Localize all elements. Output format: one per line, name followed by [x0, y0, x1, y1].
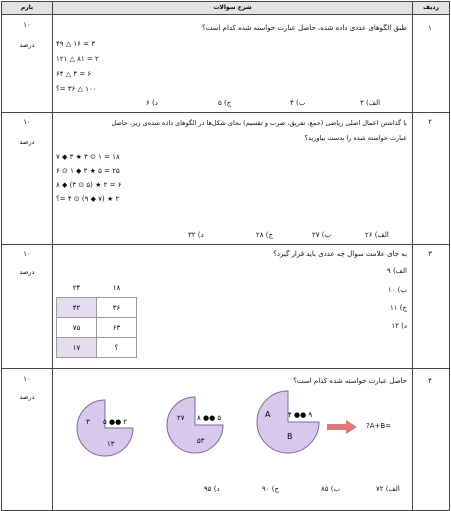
table-cell: ۳۶ — [97, 298, 137, 318]
pie-dots-label: ۸ ●● ۵ — [197, 414, 222, 422]
q1-option-a[interactable]: الف) ۳ — [360, 99, 381, 107]
q1-score-unit: درصد — [19, 41, 35, 49]
pie-left-label: A — [265, 410, 271, 419]
q4-pie-right — [250, 387, 326, 457]
header-row: ردیف — [413, 2, 449, 14]
q2-option-b[interactable]: ب) ۲۷ — [312, 231, 332, 239]
table-cell: ۱۷ — [57, 338, 97, 358]
q4-score-unit: درصد — [19, 393, 35, 401]
q2-pattern-line-1: ۷ ◆ ۳ ★ ۴ ⊙ ۱ = ۱۸ — [56, 153, 120, 161]
q1-score: ۱۰ — [23, 21, 31, 29]
q4-arrow-icon — [326, 419, 358, 435]
q4-pie-left — [70, 396, 140, 461]
q3-score-unit: درصد — [19, 268, 35, 276]
row-divider-1 — [1, 112, 450, 113]
q1-pattern-line-4: ۱۰۰ △ ۳۶ =؟ — [56, 85, 97, 93]
q2-question-text-1: با گذاشتن اعمال اصلی ریاضی (جمع، تفریق، ضرب و تقسیم) بجای شکل‌ها در الگوهای داده شده‌ی زیر، حاصل — [111, 119, 407, 127]
pie-left-label: ۳ — [86, 418, 90, 426]
header-score: بارم — [2, 2, 52, 14]
q1-option-c[interactable]: ج) ۵ — [218, 99, 232, 107]
q4-question-text: حاصل عبارت خواسته شده کدام است؟ — [293, 377, 407, 385]
pie-shape — [167, 397, 223, 453]
header-divider — [1, 14, 450, 15]
q2-pattern-line-4: ۲ ★ (۷ ◆ ۹) ⊙ ۴ =؟ — [56, 195, 120, 203]
q2-option-d[interactable]: د) ۳۲ — [188, 231, 204, 239]
table-cell: ۱۸ — [112, 283, 121, 292]
col-divider-score — [52, 1, 53, 511]
q2-number: ۲ — [428, 118, 432, 126]
col-divider-row — [412, 1, 413, 511]
table-cell: ۷۵ — [57, 318, 97, 338]
q4-pie-middle — [160, 393, 230, 458]
pie-dots-label: ۴ ●● ۹ — [288, 411, 313, 419]
pie-dots-label: ۵ ●● ۲ — [103, 418, 128, 426]
q1-option-b[interactable]: ب) ۴ — [290, 99, 306, 107]
q1-pattern-line-2: ۱۲۱ △ ۸۱ = ۲ — [56, 55, 99, 63]
pie-bottom-label: ۱۳ — [107, 440, 115, 448]
q3-option-b[interactable]: ب) ۱۰ — [387, 286, 407, 294]
table-row — [57, 278, 137, 298]
q2-option-c[interactable]: ج) ۲۸ — [256, 231, 274, 239]
q3-number: ۳ — [428, 250, 432, 258]
pie-bottom-label: ۵۳ — [197, 437, 205, 445]
q4-option-a[interactable]: الف) ۷۲ — [376, 485, 400, 493]
q2-pattern-line-2: ۶ ⊙ ۱ ◆ ۴ ★ ۵ = ۲۵ — [56, 167, 120, 175]
q3-question-text: به جای علامت سوال چه عددی باید قرار گیرد؟ — [273, 250, 407, 258]
q3-score: ۱۰ — [23, 250, 31, 258]
q2-score-unit: درصد — [19, 138, 35, 146]
q3-option-a[interactable]: الف) ۹ — [386, 267, 407, 275]
q1-question-text: طبق الگوهای عددی داده شده، حاصل عبارت خواسته شده کدام است؟ — [201, 24, 407, 32]
table-row — [57, 318, 137, 338]
q2-score: ۱۰ — [23, 118, 31, 126]
q4-formula: ?A+B= — [366, 422, 392, 430]
q3-option-d[interactable]: د) ۱۲ — [391, 322, 407, 330]
table-cell: ۲۴ — [72, 283, 81, 292]
arrow-shape — [327, 420, 357, 434]
q2-pattern-line-3: ۸ ◆ (۴ ⊙ ۵) ★ ۲ = ۶ — [56, 181, 122, 189]
q4-number: ۴ — [428, 377, 432, 385]
q3-number-table — [56, 278, 137, 358]
header-description: شرح سوالات — [53, 2, 412, 14]
q4-score: ۱۰ — [23, 375, 31, 383]
row-divider-3 — [1, 368, 450, 369]
table-row — [57, 338, 137, 358]
q1-option-d[interactable]: د) ۶ — [146, 99, 158, 107]
table-row — [57, 298, 137, 318]
pie-left-label: ۲۷ — [177, 414, 185, 422]
q3-option-c[interactable]: ج) ۱۱ — [389, 304, 407, 312]
q2-question-text-2: عبارت خواسته شده را بدست بیاورید؟ — [304, 134, 407, 142]
frame-right — [449, 1, 450, 511]
table-cell: ۴۲ — [57, 298, 97, 318]
q1-pattern-line-3: ۶۴ △ ۴ = ۶ — [56, 70, 92, 78]
row-divider-2 — [1, 244, 450, 245]
pie-bottom-label: B — [287, 432, 293, 441]
q1-pattern-line-1: ۴۹ △ ۱۶ = ۳ — [56, 40, 95, 48]
q4-option-d[interactable]: د) ۹۵ — [204, 485, 220, 493]
q4-option-b[interactable]: ب) ۸۵ — [321, 485, 341, 493]
table-cell: ۶۳ — [97, 318, 137, 338]
pie-shape — [77, 400, 133, 456]
pie-shape — [257, 391, 319, 453]
table-cell-question: ؟ — [97, 338, 137, 358]
q2-option-a[interactable]: الف) ۲۶ — [365, 231, 389, 239]
q4-option-c[interactable]: ج) ۹۰ — [262, 485, 280, 493]
q1-number: ۱ — [428, 24, 432, 32]
